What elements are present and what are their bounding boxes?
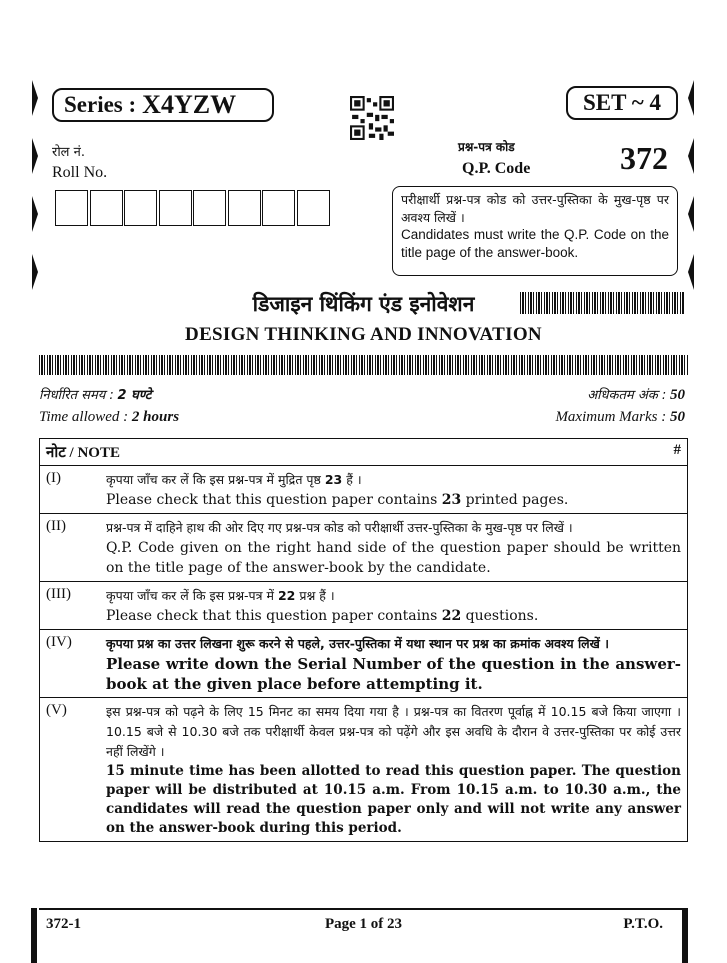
roll-label-en: Roll No.: [52, 164, 108, 181]
marks-hi-value: 50: [670, 387, 685, 403]
note-en: Please write down the Serial Number of the question in the answer-book at the given place before attempting it.: [106, 655, 681, 693]
notes-heading-row: [40, 439, 687, 466]
note-item: [40, 698, 687, 841]
note-hi: कृपया जाँच कर लें कि इस प्रश्न-पत्र में मुद्रित पृष्ठ 23 हैं ।: [106, 472, 362, 487]
marks-en: [555, 409, 685, 426]
note-number: (I): [46, 470, 61, 486]
series-box: [52, 88, 274, 122]
time-en-label: Time allowed :: [39, 409, 129, 425]
roll-box[interactable]: [228, 190, 261, 226]
qp-label-en: Q.P. Code: [462, 160, 531, 177]
marks-hi: [587, 385, 685, 404]
instruction-en: Candidates must write the Q.P. Code on the title page of the answer-book.: [401, 227, 669, 260]
subject-title-hi: डिजाइन थिंकिंग एंड इनोवेशन: [252, 292, 475, 316]
note-item: [40, 514, 687, 582]
time-hi-label: निर्धारित समय :: [39, 388, 114, 403]
time-hi-value: 2 घण्टे: [117, 388, 152, 403]
notes-box: [39, 438, 688, 842]
note-en: Please check that this question paper contains 22 questions.: [106, 608, 539, 624]
qp-label-hi: प्रश्न-पत्र कोड: [458, 140, 515, 154]
series-code: X4YZW: [142, 90, 237, 119]
note-number: (II): [46, 518, 66, 534]
roll-box[interactable]: [159, 190, 192, 226]
roll-box[interactable]: [124, 190, 157, 226]
marks-en-label: Maximum Marks :: [555, 409, 667, 425]
subject-title-en: DESIGN THINKING AND INNOVATION: [185, 324, 542, 345]
instruction-hi: परीक्षार्थी प्रश्न-पत्र कोड को उत्तर-पुस्तिका के मुख-पृष्ठ पर अवश्य लिखें ।: [401, 192, 669, 225]
qp-instruction-box: [392, 186, 678, 276]
note-en: Please check that this question paper contains 23 printed pages.: [106, 492, 569, 508]
note-item: [40, 630, 687, 698]
roll-box[interactable]: [55, 190, 88, 226]
note-hi: प्रश्न-पत्र में दाहिने हाथ की ओर दिए गए प्रश्न-पत्र कोड को परीक्षार्थी उत्तर-पुस्तिका के मुख-पृष्ठ पर लिखें ।: [106, 520, 573, 535]
marks-hi-label: अधिकतम अंक :: [587, 388, 667, 403]
note-en: 15 minute time has been allotted to read this question paper. The question paper will be distributed at 10.15 a.m. From 10.15 a.m. to 10.30 a.m., the candidates will read the question paper only and will not write any answer on the answer-book during this period.: [106, 763, 681, 836]
footer-pto: P.T.O.: [623, 916, 663, 932]
right-edge-markers: [684, 80, 698, 320]
roll-number-boxes[interactable]: [55, 190, 331, 226]
qr-code-icon: [350, 96, 394, 140]
note-hi: कृपया प्रश्न का उत्तर लिखना शुरू करने से पहले, उत्तर-पुस्तिका में यथा स्थान पर प्रश्न का क्रमांक अवश्य लिखें ।: [106, 636, 609, 651]
footer-code: 372-1: [46, 916, 81, 932]
note-number: (III): [46, 586, 71, 602]
notes-hash: #: [673, 442, 681, 458]
note-number: (IV): [46, 634, 72, 650]
series-label: Series :: [64, 92, 137, 117]
note-en: Q.P. Code given on the right hand side of the question paper should be written on the title page of the answer-book by the candidate.: [106, 540, 681, 576]
time-hi: [39, 385, 151, 404]
note-number: (V): [46, 702, 67, 718]
qp-code: 372: [620, 140, 668, 176]
roll-box[interactable]: [297, 190, 330, 226]
left-edge-markers: [28, 80, 42, 320]
roll-box[interactable]: [262, 190, 295, 226]
note-item: [40, 582, 687, 630]
marks-en-value: 50: [670, 409, 685, 425]
footer-page: Page 1 of 23: [324, 916, 403, 932]
note-hi: कृपया जाँच कर लें कि इस प्रश्न-पत्र में 22 प्रश्न हैं ।: [106, 588, 335, 603]
roll-label-hi: रोल नं.: [52, 145, 85, 160]
barcode-icon: [520, 292, 685, 314]
time-en: [39, 409, 179, 426]
footer-divider: [39, 908, 688, 910]
set-box: SET ~ 4: [566, 86, 678, 120]
time-en-value: 2 hours: [131, 409, 180, 425]
roll-box[interactable]: [90, 190, 123, 226]
notes-heading: नोट / NOTE: [46, 445, 120, 461]
roll-box[interactable]: [193, 190, 226, 226]
note-hi: इस प्रश्न-पत्र को पढ़ने के लिए 15 मिनट का समय दिया गया है । प्रश्न-पत्र का वितरण पूर्वाह्न में 10.15 बजे किया जाएगा । 10.15 बजे से 10.30 बजे तक परीक्षार्थी केवल प्रश्न-पत्र को पढ़ेंगे और इस अवधि के दौरान वे उत्तर-पुस्तिका पर कोई उत्तर नहीं लिखेंगे ।: [106, 704, 681, 759]
barcode-strip-icon: [39, 355, 688, 375]
note-item: [40, 466, 687, 514]
